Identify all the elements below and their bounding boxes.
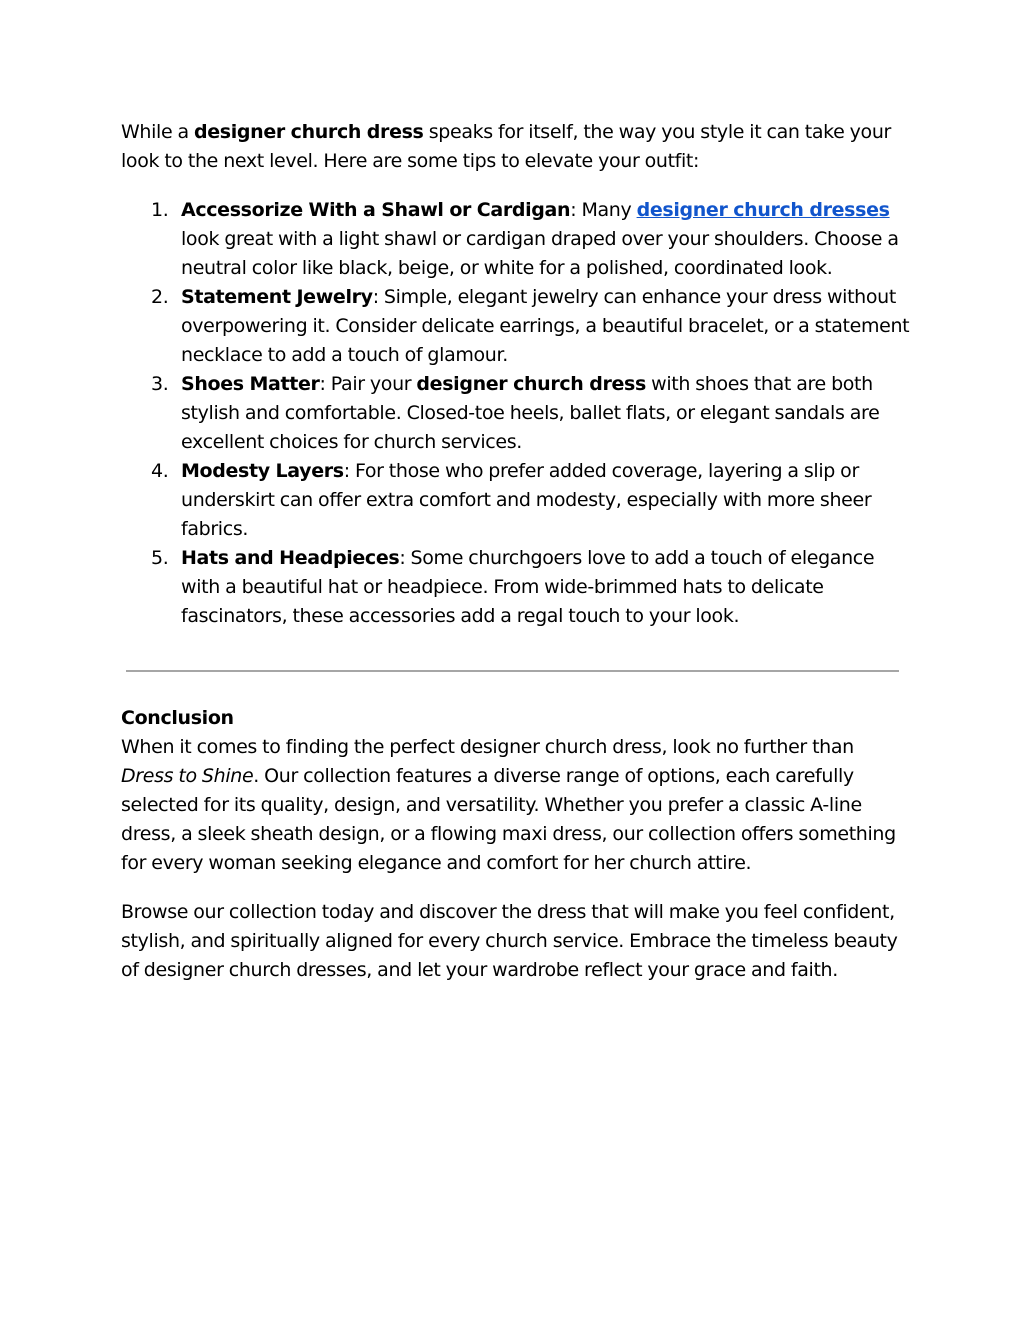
list-item — [121, 544, 911, 631]
conclusion-paragraph-1 — [121, 733, 911, 878]
intro-paragraph — [121, 118, 911, 176]
tip-title: Hats and Headpieces — [181, 547, 400, 569]
brand-name: Dress to Shine — [121, 765, 254, 787]
tip-text: : For those who prefer added coverage, layering a slip or underskirt can offer extra comfort and modesty, especially with more sheer fabrics. — [181, 460, 872, 540]
conclusion-section — [121, 704, 911, 985]
designer-church-dresses-link[interactable]: designer church dresses — [636, 199, 890, 221]
list-item — [121, 283, 911, 370]
conclusion-text-before: When it comes to finding the perfect designer church dress, look no further than — [121, 736, 854, 758]
tip-title: Statement Jewelry — [181, 286, 373, 308]
list-item — [121, 370, 911, 457]
list-number: 4. — [151, 460, 169, 482]
intro-bold-keyword: designer church dress — [194, 121, 424, 143]
tip-title: Shoes Matter — [181, 373, 320, 395]
tip-text: : Simple, elegant jewelry can enhance your dress without overpowering it. Consider delicate earrings, a beautiful bracelet, or a statement necklace to add a touch of glamour. — [181, 286, 910, 366]
list-number: 3. — [151, 373, 169, 395]
list-item — [121, 196, 911, 283]
tip-text: : Pair your — [319, 373, 417, 395]
list-number: 2. — [151, 286, 169, 308]
tip-text: : Many — [570, 199, 637, 221]
list-number: 5. — [151, 547, 169, 569]
horizontal-divider — [126, 670, 899, 672]
document-page — [121, 118, 911, 985]
tip-bold-keyword: designer church dress — [416, 373, 646, 395]
styling-tips-list — [121, 196, 911, 631]
list-item — [121, 457, 911, 544]
conclusion-paragraph-2: Browse our collection today and discover the dress that will make you feel confident, stylish, and spiritually aligned for every church service. Embrace the timeless beauty of designer church dresses, and let your wardrobe reflect your grace and faith. — [121, 901, 898, 981]
intro-text-after: speaks for itself, the way you style it can take your look to the next level. Here are some tips to elevate your outfit: — [121, 121, 891, 172]
intro-text-before: While a — [121, 121, 194, 143]
tip-title: Accessorize With a Shawl or Cardigan — [181, 199, 571, 221]
conclusion-heading: Conclusion — [121, 707, 234, 729]
tip-text: with shoes that are both stylish and comfortable. Closed-toe heels, ballet flats, or elegant sandals are excellent choices for church services. — [181, 373, 880, 453]
tip-text: look great with a light shawl or cardigan draped over your shoulders. Choose a neutral color like black, beige, or white for a polished, coordinated look. — [181, 228, 899, 279]
tip-text: : Some churchgoers love to add a touch of elegance with a beautiful hat or headpiece. From wide-brimmed hats to delicate fascinators, these accessories add a regal touch to your look. — [181, 547, 875, 627]
tip-title: Modesty Layers — [181, 460, 344, 482]
list-number: 1. — [151, 199, 169, 221]
conclusion-text-after: . Our collection features a diverse range of options, each carefully selected for its quality, design, and versatility. Whether you prefer a classic A-line dress, a sleek sheath design, or a flowing maxi dress, our collection offers something for every woman seeking elegance and comfort for her church attire. — [121, 765, 896, 874]
